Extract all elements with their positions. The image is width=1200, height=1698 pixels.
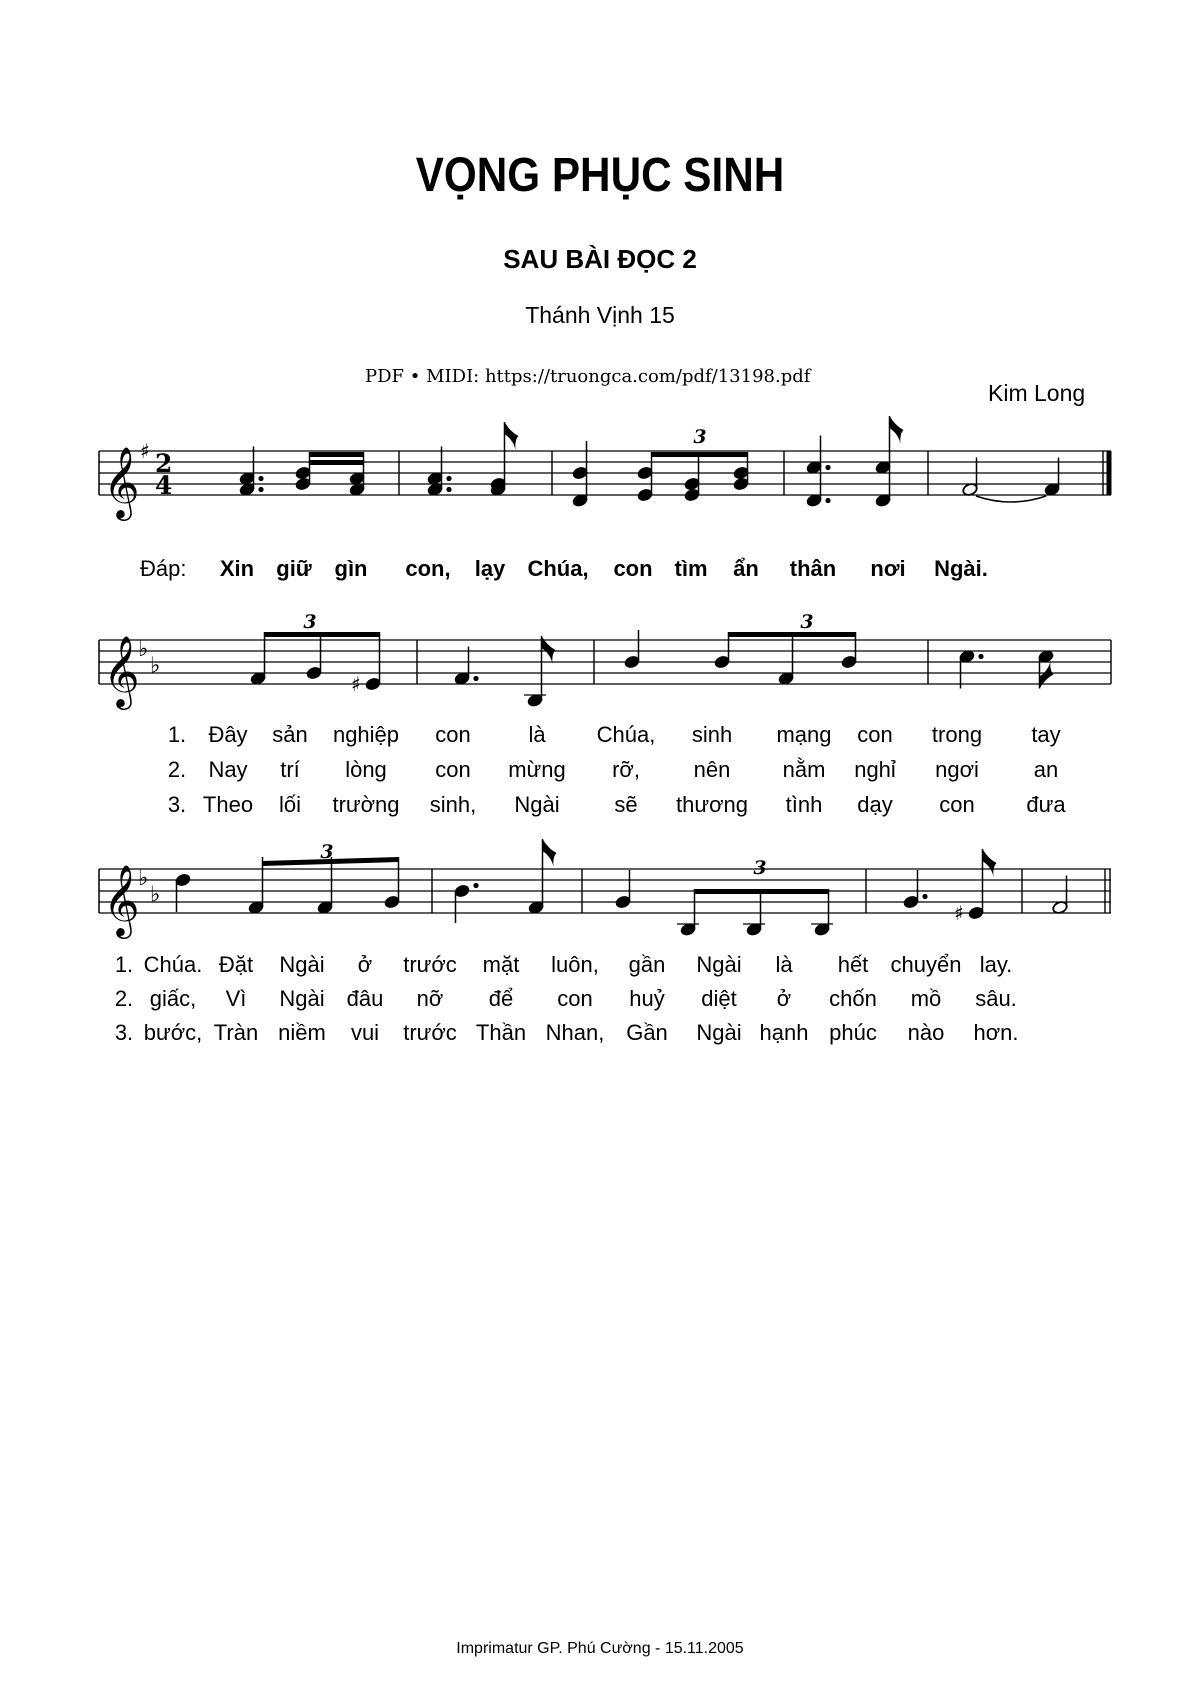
response-syllable: Ngài. [934,556,988,581]
response-syllable: Chúa, [527,556,589,581]
response-syllable: tìm [674,556,708,581]
augmentation-dot [825,498,830,503]
verse-syllable: gần [628,952,666,977]
triplet-mark: 3 [320,841,334,863]
imprimatur-footer: Imprimatur GP. Phú Cường - 15.11.2005 [456,1640,744,1657]
verse-syllable: phúc [829,1020,877,1045]
augmentation-dot [978,654,983,659]
time-signature-top: 2 [155,449,173,478]
verse-syllable: Vì [225,986,247,1011]
verse-syllable: rỡ, [612,757,640,782]
note-beam [309,460,364,465]
verse-syllable: dạy [857,792,893,817]
page-subtitle: SAU BÀI ĐỌC 2 [503,244,697,274]
response-syllable: con, [405,556,451,581]
verse-syllable: con [435,722,471,747]
verse-syllable: sâu. [975,986,1017,1011]
verse-syllable: 2. [167,757,187,782]
treble-clef-icon: 𝄞 [103,863,140,936]
response-syllable: giữ [276,556,312,581]
sharp-accidental-icon: ♯ [954,901,964,925]
verse-syllable: hết [837,952,869,977]
verse-syllable: nằm [782,757,826,782]
verse-syllable: sinh [691,722,733,747]
verse-syllable: là [775,952,793,977]
augmentation-dot [258,476,263,481]
note-beam [309,452,364,457]
verse-syllable: lòng [345,757,387,782]
verse-syllable: sẽ [614,792,638,817]
psalm-reference: Thánh Vịnh 15 [525,302,675,328]
response-syllable: gìn [334,556,368,581]
triplet-mark: 3 [800,611,814,633]
response-syllable: Xin [219,556,255,581]
treble-clef-icon: 𝄞 [103,634,140,707]
verse-syllable: diệt [701,986,737,1011]
note-beam [694,889,829,894]
verse-syllable: nghỉ [854,757,896,782]
augmentation-dot [825,465,830,470]
key-flat-icon: ♭ [150,882,161,908]
verse-syllable: để [488,986,514,1011]
verse-syllable: con [557,986,593,1011]
download-link[interactable]: PDF • MIDI: https://truongca.com/pdf/13198.pdf [365,366,811,387]
verse-syllable: bước, [143,1020,203,1045]
verse-syllable: mừng [508,757,566,782]
verse-syllable: lối [278,792,302,817]
tie [976,496,1046,502]
verse-syllable: Chúa. [143,952,203,977]
verse-syllable: đưa [1026,792,1066,817]
verse-syllable: hơn. [973,1020,1019,1045]
verse-syllable: nghiệp [332,722,400,747]
sharp-accidental-icon: ♯ [351,672,361,696]
triplet-mark: 3 [693,426,707,448]
verse-syllable: Ngài [279,986,325,1011]
verse-syllable: sản [272,722,308,747]
note-beam [264,632,380,637]
verse-syllable: mặt [482,952,520,977]
verse-syllable: nỡ [416,986,444,1011]
verse-syllable: chốn [829,986,877,1011]
augmentation-dot [473,676,478,681]
verse-syllable: Nay [208,757,248,782]
verse-syllable: Ngài [696,1020,742,1045]
verse-syllable: tình [785,792,823,817]
augmentation-dot [446,487,451,492]
verse-syllable: 2. [114,986,134,1011]
verse-syllable: là [528,722,546,747]
verse-syllable: Thần [475,1020,527,1045]
augmentation-dot [258,487,263,492]
note-flag [890,416,904,444]
verse-syllable: Đặt [218,952,254,977]
triplet-mark: 3 [753,857,767,879]
verse-syllable: Đây [208,722,248,747]
verse-syllable: Nhan, [545,1020,605,1045]
verse-syllable: niềm [278,1020,326,1045]
verse-syllable: hạnh [759,1020,809,1045]
response-syllable: nơi [870,556,906,581]
verse-syllable: giấc, [149,986,197,1011]
key-flat-icon: ♭ [150,653,161,679]
triplet-mark: 3 [303,611,317,633]
verse-syllable: trước [403,1020,457,1045]
verse-syllable: Ngài [696,952,742,977]
response-label: Đáp: [140,556,187,581]
verse-syllable: Ngài [279,952,325,977]
verse-syllable: con [939,792,975,817]
time-signature-bottom: 4 [155,471,173,500]
note-beam [728,632,856,637]
verse-syllable: chuyển [890,952,962,977]
verse-syllable: Tràn [213,1020,259,1045]
verse-syllable: tay [1031,722,1061,747]
verse-syllable: mạng [776,722,832,747]
augmentation-dot [446,476,451,481]
response-syllable: lạy [474,556,506,581]
verse-syllable: ở [357,952,373,977]
verse-syllable: Ngài [514,792,560,817]
note-flag [543,839,557,867]
verse-syllable: 3. [167,792,187,817]
verse-syllable: Theo [202,792,254,817]
note-flag [505,422,519,450]
verse-syllable: sinh, [429,792,477,817]
verse-syllable: trường [332,792,400,817]
verse-syllable: ngơi [935,757,979,782]
verse-syllable: Gần [626,1020,668,1045]
key-flat-icon: ♭ [138,637,149,662]
verse-syllable: huỷ [629,986,665,1011]
augmentation-dot [473,883,478,888]
treble-clef-icon: 𝄞 [103,445,140,518]
verse-syllable: trong [931,722,983,747]
note-beam [651,452,748,457]
response-syllable: con [613,556,653,581]
verse-syllable: ở [776,986,792,1011]
verse-syllable: đâu [346,986,384,1011]
verse-syllable: mồ [910,986,942,1011]
verse-syllable: an [1033,757,1059,782]
verse-syllable: Chúa, [596,722,656,747]
verse-syllable: con [857,722,893,747]
verse-syllable: nào [907,1020,945,1045]
verse-syllable: trí [280,757,300,782]
page-title: VỌNG PHỤC SINH [415,149,785,202]
key-flat-icon: ♭ [138,866,149,891]
verse-syllable: nên [693,757,731,782]
verse-syllable: thương [676,792,748,817]
verse-syllable: 1. [167,722,187,747]
key-sharp-icon: ♯ [140,439,150,463]
verse-syllable: luôn, [551,952,599,977]
response-syllable: ẩn [733,556,759,581]
verse-syllable: vui [350,1020,380,1045]
composer-name: Kim Long [988,380,1086,406]
note-flag [983,849,997,877]
verse-syllable: 1. [114,952,134,977]
augmentation-dot [922,894,927,899]
verse-syllable: con [435,757,471,782]
verse-syllable: 3. [114,1020,134,1045]
verse-syllable: trước [403,952,457,977]
verse-syllable: lay. [979,952,1013,977]
response-syllable: thân [789,556,837,581]
